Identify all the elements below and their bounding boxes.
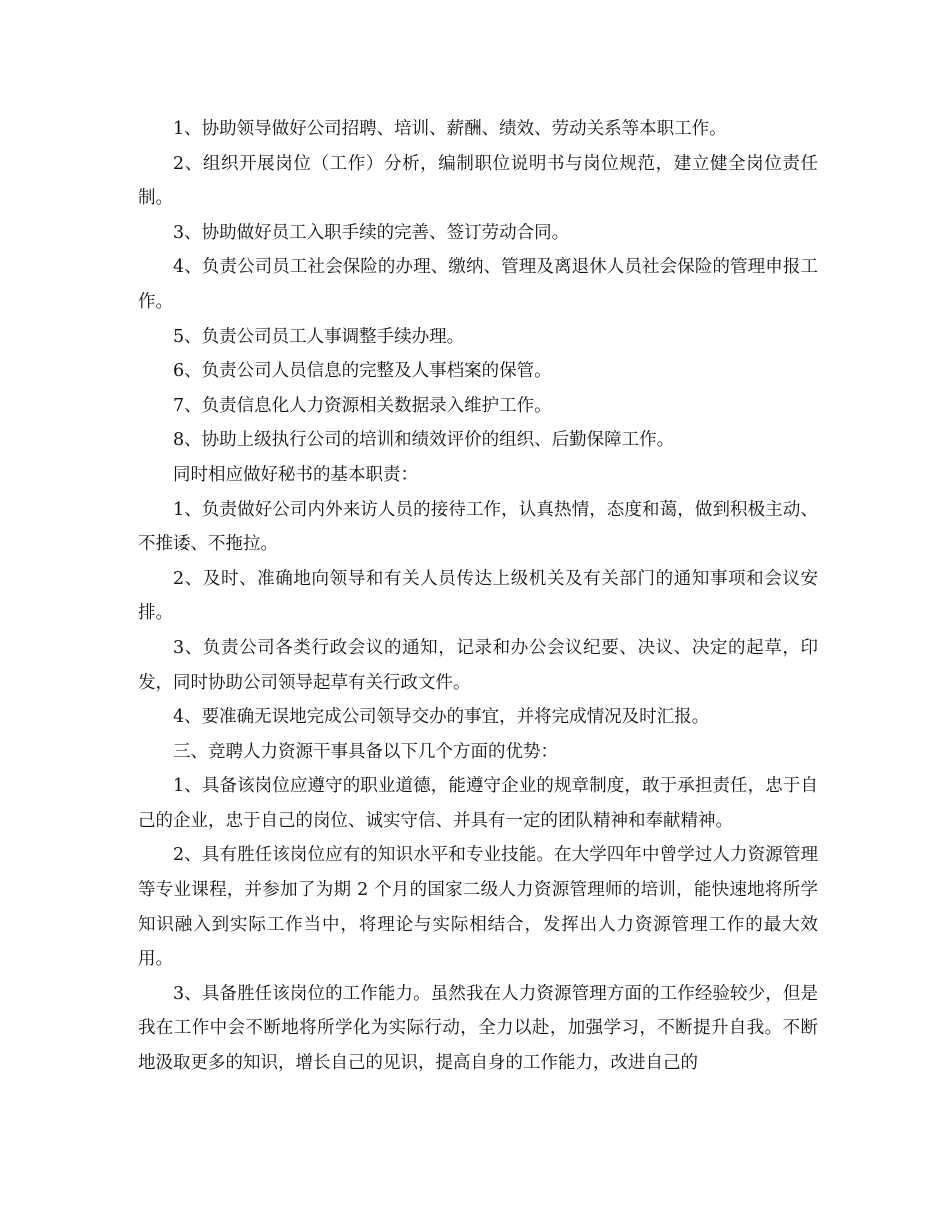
paragraph-secretary-duty-2: 2、及时、准确地向领导和有关人员传达上级机关及有关部门的通知事项和会议安排。 (138, 568, 818, 624)
paragraph-advantage-2: 2、具有胜任该岗位应有的知识水平和专业技能。在大学四年中曾学过人力资源管理等专业课程，并参加了为期 2 个月的国家二级人力资源管理师的培训，能快速地将所学知识融入到实际工作当中，将理论与实际相结合，发挥出人力资源管理工作的最大效用。 (138, 845, 818, 970)
paragraph-hr-duty-5: 5、负责公司员工人事调整手续办理。 (173, 326, 465, 347)
paragraph-hr-duty-8: 8、协助上级执行公司的培训和绩效评价的组织、后勤保障工作。 (173, 430, 675, 451)
paragraph-secretary-duty-1: 1、负责做好公司内外来访人员的接待工作，认真热情，态度和蔼，做到积极主动、不推诿、不拖拉。 (138, 499, 818, 555)
paragraph-secretary-heading: 同时相应做好秘书的基本职责： (173, 464, 418, 485)
paragraph-advantages-heading: 三、竞聘人力资源干事具备以下几个方面的优势： (173, 741, 558, 762)
paragraph-hr-duty-2: 2、组织开展岗位（工作）分析，编制职位说明书与岗位规范，建立健全岗位责任制。 (138, 153, 818, 209)
paragraph-advantage-1: 1、具备该岗位应遵守的职业道德，能遵守企业的规章制度，敢于承担责任，忠于自己的企业，忠于自己的岗位、诚实守信、并具有一定的团队精神和奉献精神。 (138, 776, 818, 831)
paragraph-hr-duty-1: 1、协助领导做好公司招聘、培训、薪酬、绩效、劳动关系等本职工作。 (173, 119, 727, 139)
paragraph-hr-duty-7: 7、负责信息化人力资源相关数据录入维护工作。 (173, 395, 552, 416)
paragraph-secretary-duty-3: 3、负责公司各类行政会议的通知，记录和办公会议纪要、决议、决定的起草，印发，同时协助公司领导起草有关行政文件。 (138, 637, 818, 693)
paragraph-advantage-3: 3、具备胜任该岗位的工作能力。虽然我在人力资源管理方面的工作经验较少，但是我在工作中会不断地将所学化为实际行动，全力以赴，加强学习，不断提升自我。不断地汲取更多的知识，增长自己的见识，提高自身的工作能力，改进自己的 (138, 983, 818, 1074)
paragraph-hr-duty-6: 6、负责公司人员信息的完整及人事档案的保管。 (173, 361, 552, 382)
document-body (138, 112, 818, 1081)
paragraph-secretary-duty-4: 4、要准确无误地完成公司领导交办的事宜，并将完成情况及时汇报。 (173, 707, 710, 728)
paragraph-hr-duty-3: 3、协助做好员工入职手续的完善、签订劳动合同。 (173, 222, 570, 243)
paragraph-hr-duty-4: 4、负责公司员工社会保险的办理、缴纳、管理及离退休人员社会保险的管理申报工作。 (138, 257, 818, 312)
